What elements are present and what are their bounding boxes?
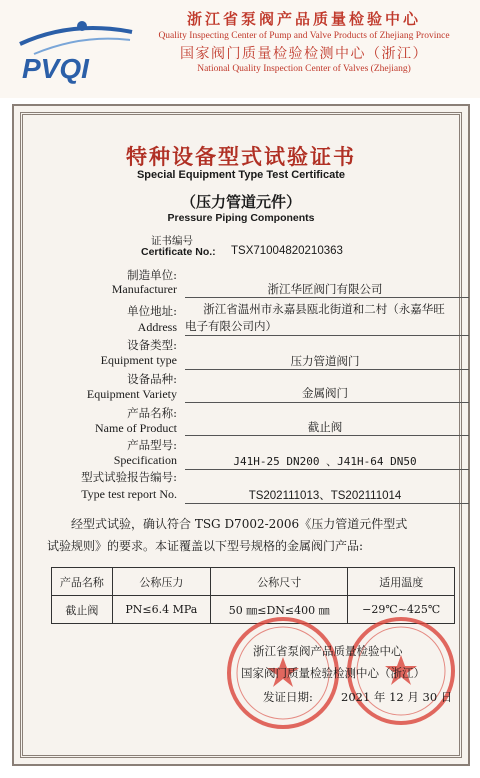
national-center-cn: 国家阀门质量检验检测中心（浙江） xyxy=(180,46,428,62)
issue-date-value: 2021 年 12 月 30 日 xyxy=(341,690,453,704)
manufacturer-label-en: Manufacturer xyxy=(111,282,177,296)
certificate-border xyxy=(20,112,462,758)
underline xyxy=(185,469,469,470)
underline xyxy=(185,369,469,370)
center-name-en: Quality Inspecting Center of Pump and Valve Products of Zhejiang Province xyxy=(158,31,450,41)
national-center-en: National Quality Inspection Center of Valves (Zhejiang) xyxy=(197,64,411,74)
svg-text:PVQI: PVQI xyxy=(22,53,89,84)
specification-label-en: Specification xyxy=(113,453,177,467)
table-cell: 截止阀 xyxy=(52,596,113,624)
equipment-type-label-en: Equipment type xyxy=(100,353,177,367)
report-no-value: TS202111013、TS202111014 xyxy=(248,490,402,502)
certificate-subtitle-cn: （压力管道元件） xyxy=(180,193,301,211)
table-cell: 50 ㎜≤DN≤400 ㎜ xyxy=(211,596,348,624)
table-header-cell: 产品名称 xyxy=(52,568,113,596)
table-cell: PN≤6.4 MPa xyxy=(112,596,210,624)
issuer-national-cn: 国家阀门质量检验检测中心（浙江） xyxy=(241,666,425,680)
product-name-label-en: Name of Product xyxy=(95,421,177,435)
manufacturer-value: 浙江华匠阀门有限公司 xyxy=(267,282,383,296)
specification-value: J41H-25 DN200 、J41H-64 DN50 xyxy=(233,455,417,468)
equipment-variety-label-en: Equipment Variety xyxy=(86,387,177,401)
address-label-en: Address xyxy=(137,320,177,334)
equipment-variety-label-cn: 设备品种: xyxy=(127,372,177,386)
underline xyxy=(185,335,469,336)
letterhead xyxy=(0,0,480,98)
address-value-line2: 电子有限公司内） xyxy=(185,319,277,333)
product-name-value: 截止阀 xyxy=(307,420,343,434)
report-no-label-cn: 型式试验报告编号: xyxy=(81,470,177,484)
center-name-cn: 浙江省泵阀产品质量检验中心 xyxy=(186,10,421,28)
manufacturer-label-cn: 制造单位: xyxy=(127,268,177,282)
table-header-cell: 适用温度 xyxy=(348,568,455,596)
letterhead-text xyxy=(132,10,476,76)
address-value-line1: 浙江省温州市永嘉县瓯北街道和二村（永嘉华旺 xyxy=(203,302,445,316)
table-header-cell: 公称尺寸 xyxy=(211,568,348,596)
conformity-statement-line1: 经型式试验，确认符合 TSG D7002-2006《压力管道元件型式 xyxy=(71,517,408,531)
specification-label-cn: 产品型号: xyxy=(127,438,177,452)
issue-date-label: 发证日期: xyxy=(263,690,313,704)
equipment-type-label-cn: 设备类型: xyxy=(127,338,177,352)
pvqi-logo xyxy=(12,14,140,88)
underline xyxy=(185,503,469,504)
equipment-type-value: 压力管道阀门 xyxy=(290,354,360,368)
certificate-title-cn: 特种设备型式试验证书 xyxy=(126,144,356,169)
equipment-variety-value: 金属阀门 xyxy=(302,386,348,400)
product-name-label-cn: 产品名称: xyxy=(127,406,177,420)
report-no-label-en: Type test report No. xyxy=(81,487,177,501)
certificate-title-en: Special Equipment Type Test Certificate xyxy=(136,169,346,181)
underline xyxy=(185,297,469,298)
cert-no-label-en: Certificate No.: xyxy=(141,246,216,258)
underline xyxy=(185,435,469,436)
table-cell: −29℃~425℃ xyxy=(348,596,455,624)
table-header-row xyxy=(52,568,455,596)
certificate-subtitle-en: Pressure Piping Components xyxy=(167,212,315,224)
table-header-cell: 公称压力 xyxy=(112,568,210,596)
cert-no-label-cn: 证书编号 xyxy=(151,235,193,247)
certificate xyxy=(12,104,470,766)
conformity-statement-line2: 试验规则》的要求。本证覆盖以下型号规格的金属阀门产品: xyxy=(47,539,364,553)
cert-no-value: TSX71004820210363 xyxy=(231,245,343,257)
issuer-name-cn: 浙江省泵阀产品质量检验中心 xyxy=(253,644,403,658)
address-label-cn: 单位地址: xyxy=(127,304,177,318)
underline xyxy=(185,402,469,403)
